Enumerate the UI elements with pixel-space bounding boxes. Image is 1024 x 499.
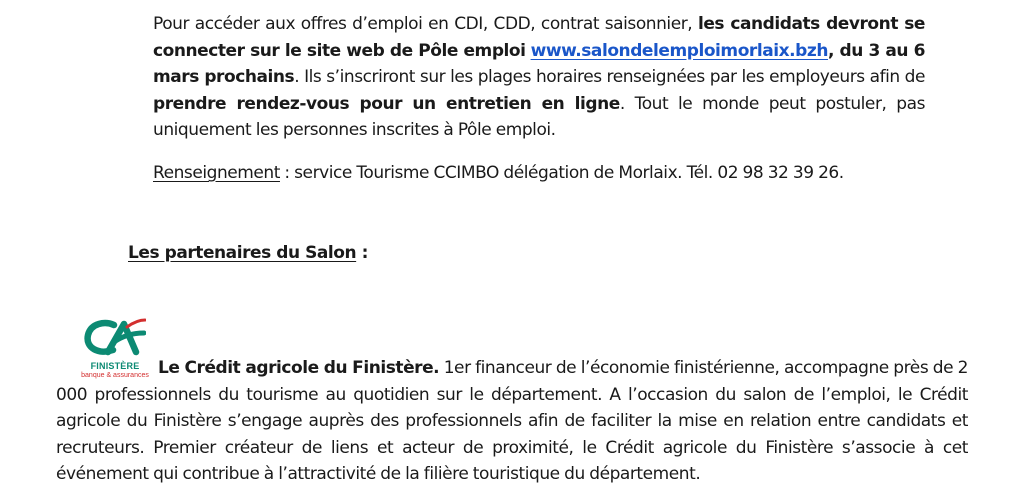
partner-paragraph [56,355,968,488]
logo-text-finistere: FINISTÈRE [90,361,140,371]
logo-text-banque: banque & assurances [81,372,149,379]
partner-name: Le Crédit agricole du Finistère. [158,358,440,378]
intro-paragraph [153,11,925,144]
salon-website-link[interactable]: www.salondelemploimorlaix.bzh [530,40,828,61]
intro-text-3: . Ils s’inscriront sur les plages horaires renseignées par les employeurs afin de [294,67,925,87]
info-paragraph [153,160,953,187]
info-label: Renseignement [153,163,280,183]
credit-agricole-logo-icon [84,318,146,358]
partner-text: 1er financeur de l’économie finistérienne, accompagne près de 2 000 professionnels du tourisme au quotidien sur le département. A l’occasion du salon de l’emploi, le Crédit agricole du Finistère s’engage auprès des professionnels afin de faciliter la mise en relation entre candidats et recruteurs. Premier créateur de liens et acteur de proximité, le Crédit agricole du Finistère s’associe à cet événement qui contribue à l’attractivité de la filière touristique du département. [56,358,968,484]
intro-text-4: . Tout le monde peut postuler, pas uniquement les personnes inscrites à Pôle emploi. [153,93,925,140]
intro-text-1: Pour accéder aux offres d’emploi en CDI, CDD, contrat saisonnier, [153,14,698,34]
partners-heading [128,240,368,266]
intro-bold-1: les candidats devront se connecter sur le site web de Pôle emploi [153,14,925,61]
partners-heading-label: Les partenaires du Salon [128,243,357,263]
partners-heading-suffix: : [356,243,368,263]
info-text: : service Tourisme CCIMBO délégation de Morlaix. Tél. 02 98 32 39 26. [279,163,844,183]
intro-bold-3: prendre rendez-vous pour un entretien en ligne [153,93,620,114]
intro-bold-2: , du 3 au 6 mars prochains [153,40,925,87]
